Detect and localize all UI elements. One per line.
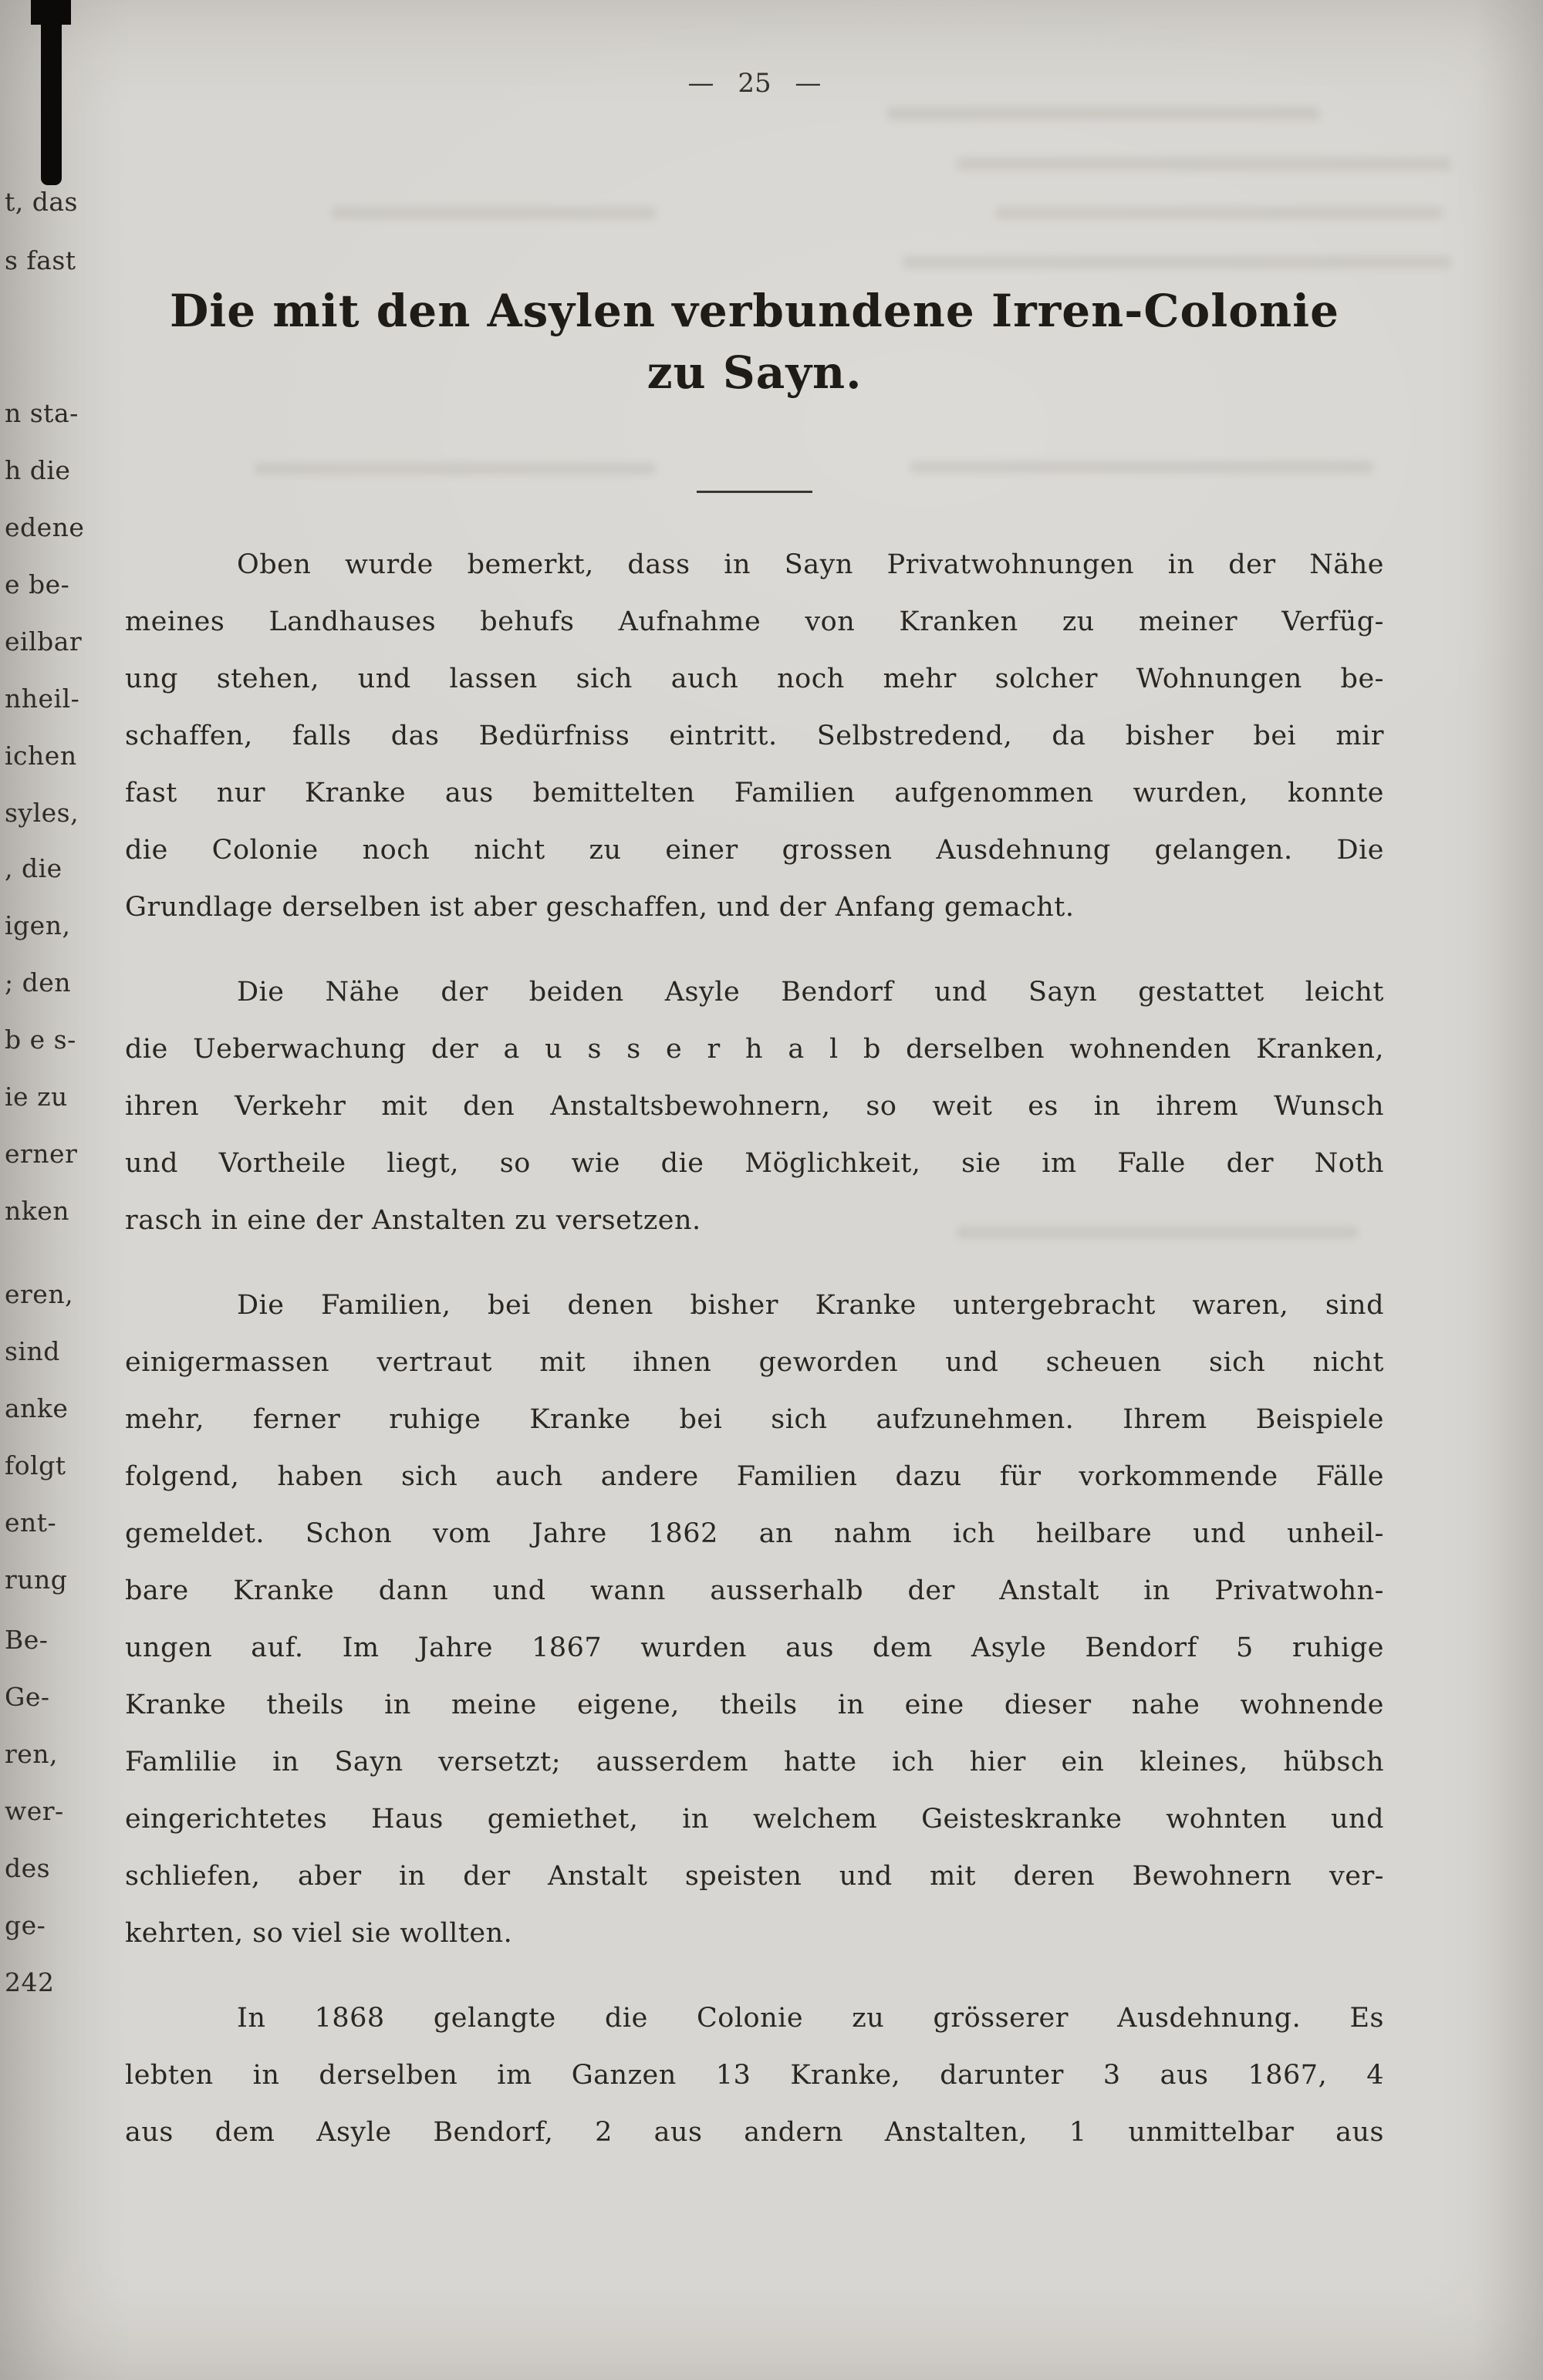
margin-fragment: wer- bbox=[5, 1796, 64, 1826]
page-number: — 25 — bbox=[687, 68, 822, 99]
text-line: kehrten, so viel sie wollten. bbox=[125, 1918, 513, 1949]
heading-divider-rule bbox=[697, 491, 812, 493]
text-line: Famlilie in Sayn versetzt; ausserdem hatte ich hier ein kleines, hübsch bbox=[125, 1747, 1384, 1777]
margin-fragment: syles, bbox=[5, 798, 79, 828]
text-line: einigermassen vertraut mit ihnen geworden und scheuen sich nicht bbox=[125, 1347, 1384, 1378]
text-line: aus dem Asyle Bendorf, 2 aus andern Anstalten, 1 unmittelbar aus bbox=[125, 2117, 1384, 2148]
margin-fragment: ichen bbox=[5, 741, 77, 771]
margin-fragment: 242 bbox=[5, 1967, 55, 1997]
text-line: folgend, haben sich auch andere Familien dazu für vorkommende Fälle bbox=[125, 1461, 1384, 1492]
margin-fragment: b e s- bbox=[5, 1025, 76, 1055]
margin-fragment: des bbox=[5, 1853, 51, 1883]
text-line: Kranke theils in meine eigene, theils in eine dieser nahe wohnende bbox=[125, 1690, 1384, 1720]
text-line: Die Nähe der beiden Asyle Bendorf und Sayn gestattet leicht bbox=[237, 977, 1384, 1008]
margin-fragment: igen, bbox=[5, 910, 71, 940]
margin-fragment: sind bbox=[5, 1336, 60, 1366]
paragraph bbox=[125, 1990, 1384, 2161]
margin-fragment: , die bbox=[5, 853, 62, 883]
paragraph bbox=[125, 536, 1384, 936]
margin-fragment: ie zu bbox=[5, 1082, 68, 1112]
margin-fragment: erner bbox=[5, 1139, 78, 1169]
text-line: fast nur Kranke aus bemittelten Familien aufgenommen wurden, konnte bbox=[125, 778, 1384, 809]
margin-fragment: edene bbox=[5, 512, 85, 542]
margin-fragment: e be- bbox=[5, 569, 70, 599]
text-line: meines Landhauses behufs Aufnahme von Kranken zu meiner Verfüg- bbox=[125, 606, 1384, 637]
text-line: ung stehen, und lassen sich auch noch mehr solcher Wohnungen be- bbox=[125, 663, 1384, 694]
body-text bbox=[125, 536, 1384, 2161]
chapter-title-line1: Die mit den Asylen verbundene Irren-Colonie bbox=[169, 285, 1340, 337]
margin-fragment: t, das bbox=[5, 187, 78, 217]
text-line: und Vortheile liegt, so wie die Möglichkeit, sie im Falle der Noth bbox=[125, 1148, 1384, 1179]
text-line: lebten in derselben im Ganzen 13 Kranke, darunter 3 aus 1867, 4 bbox=[125, 2060, 1384, 2091]
margin-fragment: eren, bbox=[5, 1279, 74, 1309]
scan-ink-artifact bbox=[41, 0, 62, 185]
text-line: In 1868 gelangte die Colonie zu grösserer Ausdehnung. Es bbox=[237, 2003, 1384, 2034]
paragraph bbox=[125, 1277, 1384, 1962]
text-line: Oben wurde bemerkt, dass in Sayn Privatwohnungen in der Nähe bbox=[237, 549, 1384, 580]
margin-fragment: folgt bbox=[5, 1450, 66, 1480]
text-line: eingerichtetes Haus gemiethet, in welchem Geisteskranke wohnten und bbox=[125, 1804, 1384, 1835]
margin-fragment: h die bbox=[5, 455, 71, 485]
text-column bbox=[125, 68, 1384, 2161]
margin-fragment: Ge- bbox=[5, 1682, 50, 1712]
margin-fragment: ren, bbox=[5, 1739, 59, 1769]
text-line: die Ueberwachung der a u s s e r h a l b derselben wohnenden Kranken, bbox=[125, 1034, 1384, 1065]
text-line: die Colonie noch nicht zu einer grossen Ausdehnung gelangen. Die bbox=[125, 835, 1384, 866]
text-line: mehr, ferner ruhige Kranke bei sich aufzunehmen. Ihrem Beispiele bbox=[125, 1404, 1384, 1435]
text-line: ihren Verkehr mit den Anstaltsbewohnern, so weit es in ihrem Wunsch bbox=[125, 1091, 1384, 1122]
text-line: gemeldet. Schon vom Jahre 1862 an nahm ich heilbare und unheil- bbox=[125, 1518, 1384, 1549]
text-line: bare Kranke dann und wann ausserhalb der Anstalt in Privatwohn- bbox=[125, 1575, 1384, 1606]
chapter-title-line2: zu Sayn. bbox=[647, 346, 863, 399]
margin-fragment: eilbar bbox=[5, 626, 83, 657]
margin-fragment: rung bbox=[5, 1565, 68, 1595]
margin-fragment: n sta- bbox=[5, 398, 79, 428]
text-line: Die Familien, bei denen bisher Kranke untergebracht waren, sind bbox=[237, 1290, 1384, 1321]
text-line: ungen auf. Im Jahre 1867 wurden aus dem Asyle Bendorf 5 ruhige bbox=[125, 1632, 1384, 1663]
margin-fragment: anke bbox=[5, 1393, 69, 1423]
margin-fragment: ge- bbox=[5, 1910, 46, 1940]
text-line: schaffen, falls das Bedürfniss eintritt. Selbstredend, da bisher bei mir bbox=[125, 721, 1384, 751]
margin-fragment: Be- bbox=[5, 1625, 49, 1655]
text-line: schliefen, aber in der Anstalt speisten und mit deren Bewohnern ver- bbox=[125, 1861, 1384, 1892]
text-line: rasch in eine der Anstalten zu versetzen. bbox=[125, 1205, 701, 1236]
margin-fragment: s fast bbox=[5, 245, 76, 275]
margin-fragment: ent- bbox=[5, 1507, 57, 1538]
paragraph bbox=[125, 964, 1384, 1249]
text-line: Grundlage derselben ist aber geschaffen, und der Anfang gemacht. bbox=[125, 892, 1075, 923]
margin-fragment: ; den bbox=[5, 967, 72, 998]
margin-fragment: nheil- bbox=[5, 684, 80, 714]
margin-fragment: nken bbox=[5, 1196, 70, 1226]
